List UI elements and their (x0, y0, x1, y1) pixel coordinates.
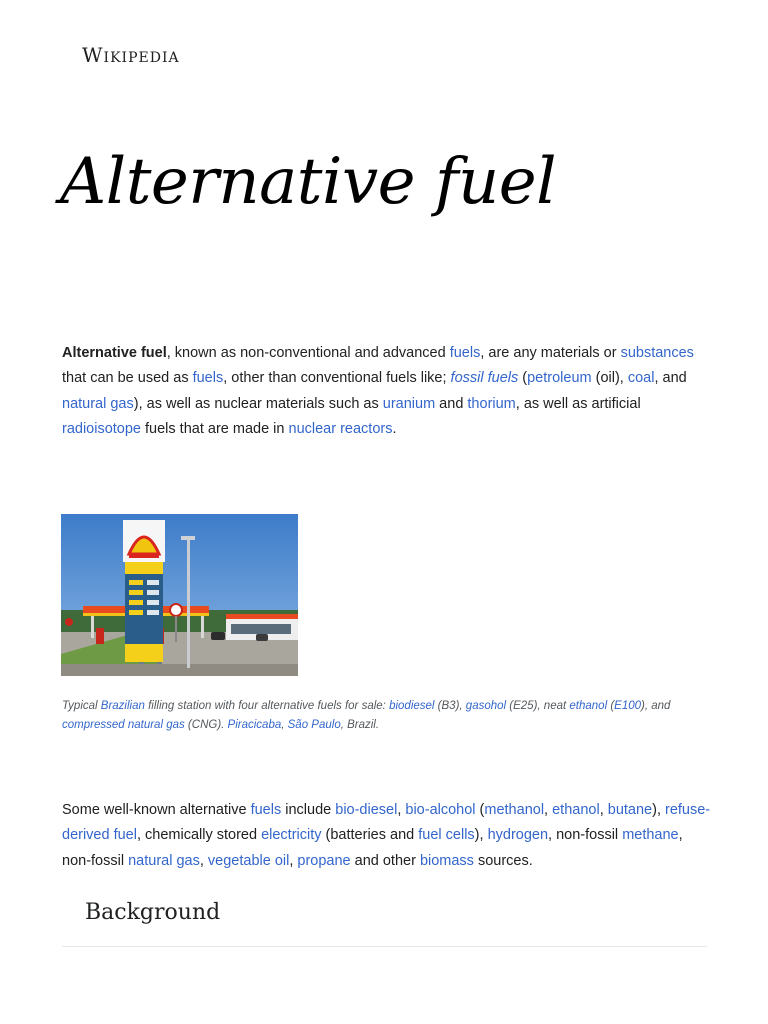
inline-link[interactable]: Piracicaba (227, 719, 282, 731)
image-caption (62, 697, 712, 735)
text-run: . (392, 420, 397, 437)
text-run: ( (475, 802, 485, 818)
text-run: ), and (641, 700, 671, 712)
inline-link[interactable]: thorium (467, 395, 516, 412)
text-run: , (199, 852, 208, 869)
text-run: , non-fossil (548, 827, 623, 844)
text-run: , are any materials or (480, 345, 621, 361)
inline-link[interactable]: fossil fuels (450, 370, 519, 387)
text-run: ), as well as nuclear materials such as (133, 395, 383, 412)
inline-link[interactable]: methanol (484, 802, 545, 818)
inline-link[interactable]: petroleum (527, 370, 592, 387)
inline-link[interactable]: coal (627, 370, 655, 387)
inline-link[interactable]: biodiesel (389, 700, 435, 712)
inline-link[interactable]: hydrogen (487, 827, 549, 844)
inline-link[interactable]: compressed natural gas (62, 719, 185, 731)
text-run: , (544, 802, 553, 818)
text-run: (E25), neat (506, 700, 570, 712)
text-run: and other (350, 852, 420, 869)
text-run: (batteries and (321, 827, 419, 844)
text-run: , known as non-conventional and advanced (166, 345, 450, 361)
text-run: , (599, 802, 608, 818)
bold-term: Alternative fuel (62, 345, 167, 361)
text-run: and (435, 395, 468, 412)
fuels-list-paragraph (62, 798, 712, 874)
inline-link[interactable]: vegetable oil (207, 852, 290, 869)
text-run: that can be used as (62, 370, 193, 387)
inline-link[interactable]: bio-diesel (335, 802, 398, 818)
inline-link[interactable]: uranium (382, 395, 436, 412)
text-run: sources. (473, 852, 533, 869)
inline-link[interactable]: Brazilian (100, 700, 145, 712)
inline-link[interactable]: nuclear reactors (288, 420, 393, 437)
inline-link[interactable]: São Paulo (287, 719, 341, 731)
inline-link[interactable]: fuel cells (418, 827, 475, 844)
text-run: filling station with four alternative fuels for sale: (144, 700, 390, 712)
inline-link[interactable]: propane (297, 852, 351, 869)
text-run: , (281, 719, 288, 731)
text-run: , (397, 802, 406, 818)
text-run: , (289, 852, 298, 869)
text-run: ( (518, 370, 528, 387)
inline-link[interactable]: natural gas (128, 852, 200, 869)
text-run: Some well-known alternative (62, 802, 251, 818)
inline-link[interactable]: butane (607, 802, 653, 818)
text-run: ), (474, 827, 488, 844)
text-run: Typical (62, 700, 101, 712)
text-run: (CNG). (184, 719, 228, 731)
inline-link[interactable]: gasohol (465, 700, 507, 712)
filling-station-image[interactable] (61, 514, 298, 676)
text-run: ), (652, 802, 665, 818)
intro-paragraph (62, 341, 712, 442)
section-divider (62, 946, 707, 947)
inline-link[interactable]: natural gas (62, 395, 134, 412)
inline-link[interactable]: refuse-derived fuel (62, 802, 711, 844)
text-run: , and (654, 370, 687, 387)
text-run: ( (607, 700, 615, 712)
inline-link[interactable]: biomass (419, 852, 474, 869)
inline-link[interactable]: ethanol (569, 700, 608, 712)
text-run: , chemically stored (136, 827, 262, 844)
text-run: include (281, 802, 336, 818)
text-run: , non-fossil (62, 827, 683, 869)
inline-link[interactable]: radioisotope (62, 420, 141, 437)
wikipedia-wordmark[interactable]: Wikipedia (82, 43, 180, 67)
text-run: , as well as artificial (515, 395, 641, 412)
section-heading-background[interactable]: Background (85, 900, 221, 925)
inline-link[interactable]: fuels (250, 802, 282, 818)
text-run: , other than conventional fuels like; (223, 370, 451, 387)
text-run: , Brazil. (340, 719, 380, 731)
inline-link[interactable]: fuels (449, 345, 481, 361)
text-run: fuels that are made in (141, 420, 289, 437)
inline-link[interactable]: bio-alcohol (405, 802, 476, 818)
inline-link[interactable]: electricity (261, 827, 322, 844)
inline-link[interactable]: methane (622, 827, 679, 844)
text-run: (oil), (591, 370, 628, 387)
text-run: (B3), (434, 700, 466, 712)
page-title: Alternative fuel (60, 145, 557, 219)
inline-link[interactable]: substances (620, 345, 694, 361)
inline-link[interactable]: ethanol (552, 802, 600, 818)
inline-link[interactable]: E100 (614, 700, 642, 712)
inline-link[interactable]: fuels (192, 370, 224, 387)
